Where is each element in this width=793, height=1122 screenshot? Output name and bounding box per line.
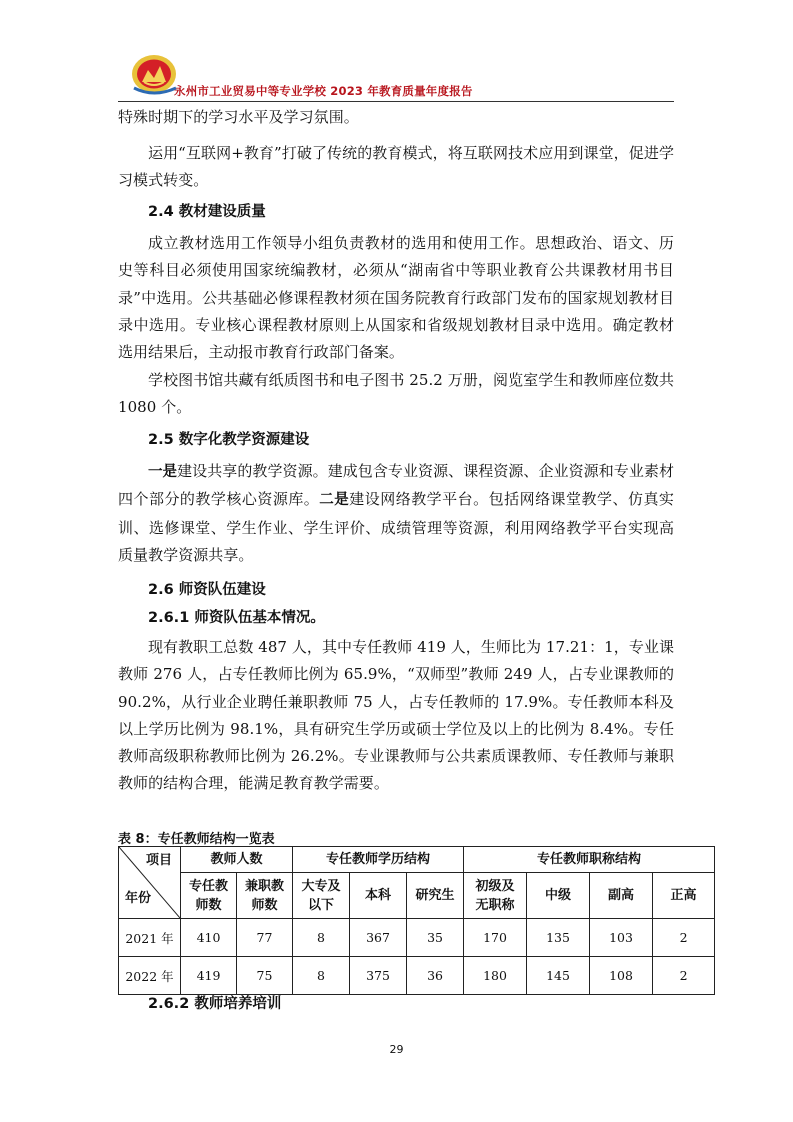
paragraph-textbook-selection: 成立教材选用工作领导小组负责教材的选用和使用工作。思想政治、语文、历史等科目必须使用国家统编教材，必须从“湖南省中等职业教育公共课教材用书目录”中选用。公共基础必修课程教材须在国务院教育行政部门发布的国家规划教材目录中选用。专业核心课程教材原则上从国家和省级规划教材目录中选用。确定教材选用结果后，主动报市教育行政部门备案。 <box>118 234 674 362</box>
paragraph-staff-overview: 现有教职工总数 487 人，其中专任教师 419 人，生师比为 17.21：1，专业课教师 276 人，占专任教师比例为 65.9%，“双师型”教师 249 人，占专业课教师的 90.2%，从行业企业聘任兼职教师 75 人，占专任教师的 17.9%。专任教师本科及以上学历比例为 98.1%，具有研究生学历或硕士学位及以上的比例为 8.4%。专任教师高级职称教师比例为 26.2%。专业课教师与公共素质课教师、专任教师与兼职教师的结构合理，能满足教育教学需要。 <box>118 638 674 793</box>
group-header: 专任教师职称结构 <box>464 847 715 873</box>
table-corner-cell <box>119 847 181 919</box>
heading-2-6-2: 2.6.2 教师培养培训 <box>148 996 282 1012</box>
paragraph-continued: 特殊时期下的学习水平及学习氛围。 <box>118 108 359 126</box>
column-header: 副高 <box>590 873 653 919</box>
column-header: 正高 <box>653 873 715 919</box>
row-year-cell: 2022 年 <box>119 957 181 995</box>
heading-2-4: 2.4 教材建设质量 <box>148 204 266 220</box>
header-title: 永州市工业贸易中等专业学校 2023 年教育质量年度报告 <box>174 84 473 98</box>
paragraph-internet-education: 运用“互联网+教育”打破了传统的教育模式，将互联网技术应用到课堂，促进学习模式转变。 <box>118 144 674 190</box>
column-header: 研究生 <box>407 873 464 919</box>
corner-label-item: 项目 <box>145 853 172 868</box>
first-point-marker: 一是 <box>148 464 178 480</box>
table-cell: 8 <box>293 957 350 995</box>
page-number: 29 <box>389 1043 404 1056</box>
table-cell: 75 <box>237 957 293 995</box>
table-caption: 表 8：专任教师结构一览表 <box>118 832 275 847</box>
row-year-cell: 2021 年 <box>119 919 181 957</box>
paragraph-library: 学校图书馆共藏有纸质图书和电子图书 25.2 万册，阅览室学生和教师座位数共 1080 个。 <box>118 371 674 417</box>
page-header <box>118 52 674 104</box>
table-cell: 2 <box>653 957 715 995</box>
table-cell: 35 <box>407 919 464 957</box>
table-cell: 367 <box>350 919 407 957</box>
table-cell: 2 <box>653 919 715 957</box>
table-cell: 103 <box>590 919 653 957</box>
corner-label-year: 年份 <box>125 891 152 906</box>
second-point-marker: 二是 <box>319 492 350 509</box>
first-point-text: 建设共享的教学资源。建成包含专业资源、课程资源、企业资源和专业素材四个部分的教学核心资源库。 <box>118 462 674 509</box>
column-header: 初级及 无职称 <box>464 873 527 919</box>
paragraph-digital-resources <box>118 458 674 569</box>
table-cell: 419 <box>181 957 237 995</box>
second-point-text: 建设网络教学平台。包括网络课堂教学、仿真实训、选修课堂、学生作业、学生评价、成绩管理等资源，利用网络教学平台实现高质量教学资源共享。 <box>118 490 674 564</box>
table-cell: 108 <box>590 957 653 995</box>
table-cell: 77 <box>237 919 293 957</box>
heading-2-5: 2.5 数字化教学资源建设 <box>148 432 310 448</box>
teacher-structure-table <box>118 846 715 995</box>
table-cell: 410 <box>181 919 237 957</box>
table-cell: 170 <box>464 919 527 957</box>
table-row <box>119 919 715 957</box>
table-row <box>119 957 715 995</box>
column-header: 大专及 以下 <box>293 873 350 919</box>
heading-2-6-1: 2.6.1 师资队伍基本情况。 <box>148 610 325 626</box>
table-cell: 135 <box>527 919 590 957</box>
table-cell: 8 <box>293 919 350 957</box>
table-cell: 145 <box>527 957 590 995</box>
header-divider <box>118 101 674 102</box>
table-cell: 36 <box>407 957 464 995</box>
group-header: 专任教师学历结构 <box>293 847 464 873</box>
column-header: 兼职教 师数 <box>237 873 293 919</box>
table-cell: 375 <box>350 957 407 995</box>
column-header: 本科 <box>350 873 407 919</box>
column-header: 专任教 师数 <box>181 873 237 919</box>
group-header: 教师人数 <box>181 847 293 873</box>
heading-2-6: 2.6 师资队伍建设 <box>148 582 266 598</box>
column-header: 中级 <box>527 873 590 919</box>
table-cell: 180 <box>464 957 527 995</box>
